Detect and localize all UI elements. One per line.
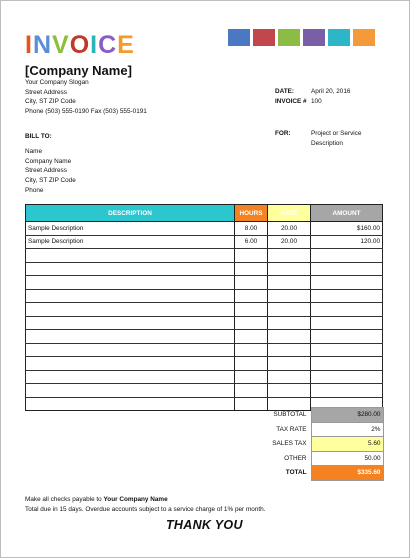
total-value[interactable]: $335.60 [311,466,383,481]
company-city: City, ST ZIP Code [25,98,76,106]
color-theme-swatches [228,29,375,46]
bill-to-street: Street Address [25,167,67,175]
amount-cell[interactable] [311,384,383,398]
hours-cell[interactable] [235,357,268,371]
hours-cell[interactable]: 6.00 [235,235,268,249]
other-label: OTHER [284,454,307,462]
color-swatch[interactable] [303,29,325,46]
sales-tax-value[interactable]: 5.60 [311,437,383,452]
description-cell[interactable]: Sample Description [26,222,235,236]
tax-rate-value[interactable]: 2% [311,422,383,437]
amount-cell[interactable] [311,289,383,303]
hours-cell[interactable] [235,384,268,398]
title-letter: I [25,31,33,59]
table-row [26,357,383,371]
title-letter: V [52,31,70,59]
date-label: DATE: [275,88,295,95]
bill-to-phone: Phone [25,186,44,194]
amount-cell[interactable] [311,330,383,344]
amount-cell[interactable] [311,343,383,357]
color-swatch[interactable] [353,29,375,46]
hours-cell[interactable] [235,289,268,303]
invoice-meta [275,87,350,106]
table-row [26,330,383,344]
company-slogan: Your Company Slogan [25,79,89,86]
rate-cell[interactable] [268,343,311,357]
payment-terms: Total due in 15 days. Overdue accounts subject to a service charge of 1% per month. [25,506,266,513]
description-cell[interactable] [26,276,235,290]
hours-cell[interactable] [235,316,268,330]
color-swatch[interactable] [228,29,250,46]
checks-payable-text: Make all checks payable to [25,496,104,503]
hours-cell[interactable] [235,330,268,344]
rate-cell[interactable] [268,276,311,290]
title-letter: N [32,31,53,59]
amount-cell[interactable] [311,370,383,384]
table-row [26,249,383,263]
hours-cell[interactable] [235,276,268,290]
description-cell[interactable] [26,397,235,411]
rate-cell[interactable] [268,303,311,317]
line-items-table [25,204,383,411]
table-row [26,235,383,249]
bill-to-label: BILL TO: [25,133,52,140]
table-row [26,370,383,384]
rate-cell[interactable] [268,289,311,303]
color-swatch[interactable] [253,29,275,46]
table-row [26,384,383,398]
hours-cell[interactable] [235,249,268,263]
table-row [26,289,383,303]
color-swatch[interactable] [278,29,300,46]
rate-cell[interactable] [268,249,311,263]
table-row [26,343,383,357]
total-label: TOTAL [285,469,307,477]
amount-cell[interactable] [311,276,383,290]
bill-to-city: City, ST ZIP Code [25,177,76,185]
table-row [26,303,383,317]
title-letter: I [90,31,99,59]
tax-rate-label: TAX RATE [276,425,307,433]
rate-cell[interactable] [268,330,311,344]
table-row [26,276,383,290]
amount-cell[interactable] [311,262,383,276]
subtotal-value[interactable]: $280.00 [311,408,383,423]
hours-cell[interactable] [235,370,268,384]
description-cell[interactable] [26,343,235,357]
amount-cell[interactable] [311,316,383,330]
bill-to-name: Name [25,148,43,155]
totals-table [243,407,384,481]
title-letter: C [98,31,118,59]
subtotal-label: SUBTOTAL [273,411,307,419]
rate-cell[interactable] [268,357,311,371]
amount-cell[interactable]: 120.00 [311,235,383,249]
sales-tax-label: SALES TAX [272,440,307,448]
description-cell[interactable] [26,289,235,303]
description-cell[interactable] [26,370,235,384]
description-cell[interactable] [26,357,235,371]
rate-cell[interactable]: 20.00 [268,235,311,249]
title-letter: E [117,31,135,59]
description-cell[interactable] [26,384,235,398]
payment-note [25,495,168,505]
description-header: DESCRIPTION [26,205,235,222]
other-value[interactable]: 50.00 [311,451,383,466]
hours-cell[interactable] [235,303,268,317]
thank-you-text: THANK YOU [166,518,243,532]
hours-cell[interactable]: 8.00 [235,222,268,236]
description-cell[interactable] [26,262,235,276]
rate-cell[interactable] [268,262,311,276]
color-swatch[interactable] [328,29,350,46]
hours-cell[interactable] [235,343,268,357]
rate-cell[interactable] [268,370,311,384]
amount-cell[interactable] [311,357,383,371]
table-row [26,262,383,276]
rate-cell[interactable] [268,316,311,330]
table-row [26,222,383,236]
for-value: Project or Service Description [311,130,362,147]
company-street: Street Address [25,88,67,96]
table-row [26,316,383,330]
bill-to-block [25,147,76,196]
amount-header: AMOUNT [311,205,383,222]
bill-to-company: Company Name [25,157,72,165]
checks-payable-company: Your Company Name [103,496,168,503]
for-label: FOR: [275,130,291,137]
company-phone: Phone (503) 555-0190 Fax (503) 555-0191 [25,108,147,116]
rate-cell[interactable]: 20.00 [268,222,311,236]
company-address-block [25,78,147,117]
rate-header: RATE [268,205,311,222]
date-value: April 20, 2016 [311,88,351,95]
invoice-number-label: INVOICE # [275,97,307,105]
company-name: [Company Name] [25,63,132,78]
description-cell[interactable] [26,330,235,344]
hours-header: HOURS [235,205,268,222]
title-letter: O [69,31,91,59]
description-cell[interactable] [26,316,235,330]
amount-cell[interactable] [311,249,383,263]
rate-cell[interactable] [268,384,311,398]
description-cell[interactable] [26,249,235,263]
hours-cell[interactable] [235,262,268,276]
amount-cell[interactable] [311,303,383,317]
line-items-body [26,222,383,411]
description-cell[interactable]: Sample Description [26,235,235,249]
description-cell[interactable] [26,303,235,317]
amount-cell[interactable]: $160.00 [311,222,383,236]
invoice-title [25,31,135,60]
invoice-number-value: 100 [311,97,322,105]
